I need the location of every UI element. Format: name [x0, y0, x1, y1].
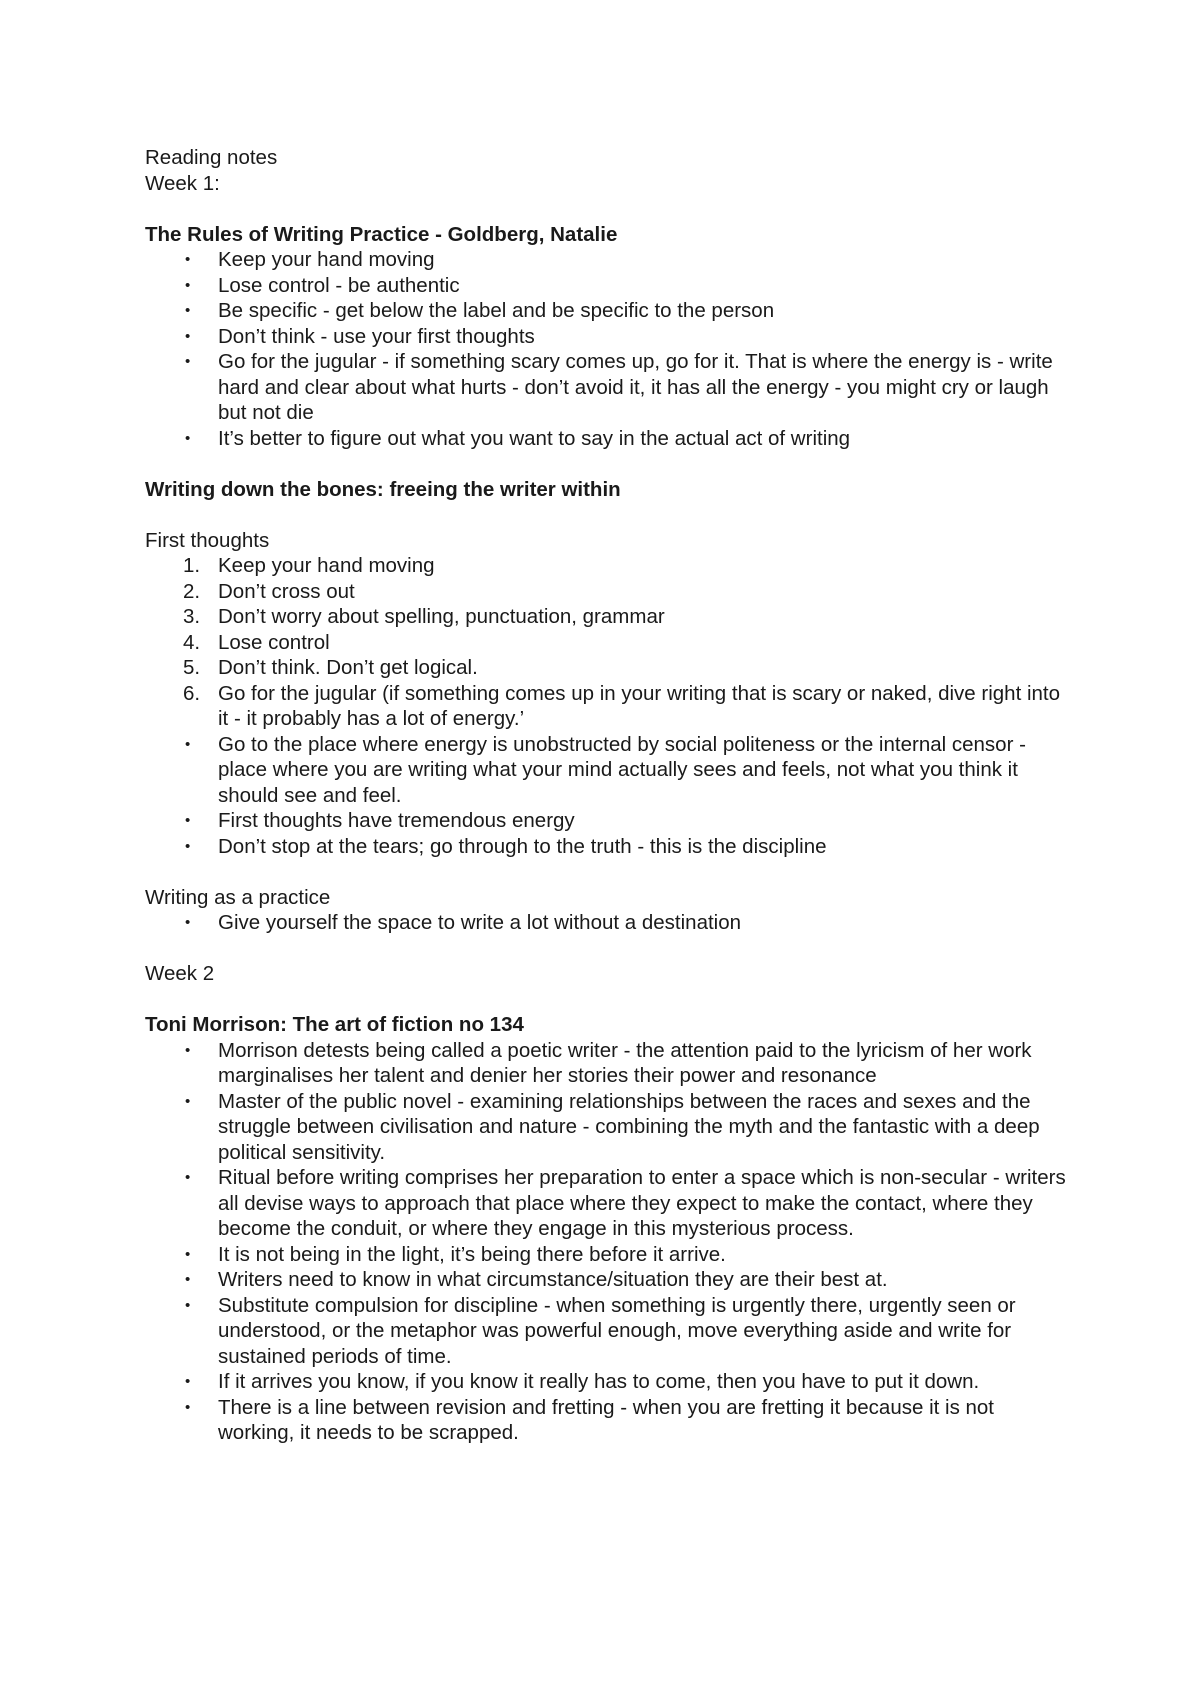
- week-1-label: Week 1:: [145, 171, 220, 195]
- bullet-icon: •: [185, 429, 191, 447]
- list-item-text: Don’t cross out: [218, 579, 355, 603]
- list-item: [145, 298, 1075, 324]
- list-item: [145, 681, 1075, 732]
- list-item-text: Go to the place where energy is unobstructed by social politeness or the internal censor - place where you are writing what your mind actually sees and feels, not what you think it should see and feel.: [218, 732, 1026, 807]
- bullet-icon: •: [185, 327, 191, 345]
- list-number: 4.: [183, 630, 201, 654]
- bullet-icon: •: [185, 251, 191, 268]
- week-2-label: Week 2: [145, 962, 215, 985]
- list-item: [145, 834, 1075, 860]
- list-item: [145, 349, 1075, 426]
- bullet-icon: •: [185, 276, 191, 294]
- list-item: [145, 1165, 1075, 1242]
- list-item: [145, 1369, 1075, 1395]
- bullet-icon: •: [185, 812, 191, 829]
- document-body: [145, 145, 1075, 1446]
- list-item: [145, 1038, 1075, 1089]
- bullet-icon: •: [185, 1271, 191, 1288]
- list-number: 6.: [183, 681, 201, 705]
- subheading-first-thoughts: First thoughts: [145, 528, 270, 552]
- list-item: [145, 579, 1075, 605]
- list-item: [145, 1089, 1075, 1166]
- bullet-icon: •: [185, 1169, 191, 1186]
- rules-bullet-list: [145, 247, 1075, 451]
- spacer: [145, 502, 1075, 528]
- list-item: [145, 910, 1075, 936]
- list-item-text: Writers need to know in what circumstance/situation they are their best at.: [218, 1268, 888, 1291]
- list-item-text: First thoughts have tremendous energy: [218, 809, 575, 832]
- spacer: [145, 936, 1075, 962]
- bullet-icon: •: [185, 735, 191, 753]
- list-item: [145, 808, 1075, 834]
- list-item-text: Don’t worry about spelling, punctuation, grammar: [218, 605, 665, 628]
- list-item-text: Lose control - be authentic: [218, 273, 460, 297]
- bullet-icon: •: [185, 1398, 191, 1416]
- bullet-icon: •: [185, 837, 191, 855]
- list-item-text: Don’t stop at the tears; go through to the truth - this is the discipline: [218, 834, 827, 858]
- subheading-writing-practice: Writing as a practice: [145, 885, 331, 909]
- list-number: 3.: [183, 605, 201, 628]
- list-item: [145, 655, 1075, 681]
- list-item: [145, 630, 1075, 656]
- bullet-icon: •: [185, 1092, 191, 1110]
- list-item: [145, 426, 1075, 452]
- spacer: [145, 987, 1075, 1013]
- first-thoughts-bullet-list: [145, 732, 1075, 860]
- list-item: [145, 247, 1075, 273]
- list-number: 2.: [183, 579, 201, 603]
- spacer: [145, 859, 1075, 885]
- list-item-text: It’s better to figure out what you want to say in the actual act of writing: [218, 426, 851, 450]
- list-item: [145, 732, 1075, 809]
- section-heading-morrison: Toni Morrison: The art of fiction no 134: [145, 1013, 524, 1036]
- list-item-text: Give yourself the space to write a lot without a destination: [218, 911, 742, 934]
- list-number: 5.: [183, 656, 201, 679]
- list-item-text: There is a line between revision and fretting - when you are fretting it because it is not working, it needs to be scrapped.: [218, 1395, 995, 1444]
- bullet-icon: •: [185, 914, 191, 931]
- spacer: [145, 451, 1075, 477]
- list-item-text: Don’t think - use your first thoughts: [218, 324, 535, 348]
- list-item-text: Ritual before writing comprises her preparation to enter a space which is non-secular - writers all devise ways to approach that place where they expect to make the contact, where they become the conduit, or where they engage in this mysterious process.: [218, 1166, 1066, 1240]
- list-item: [145, 273, 1075, 299]
- list-item-text: Go for the jugular (if something comes up in your writing that is scary or naked, dive right into it - it probably has a lot of energy.’: [218, 681, 1061, 730]
- bullet-icon: •: [185, 353, 191, 370]
- writing-practice-bullet-list: [145, 910, 1075, 936]
- list-item: [145, 1395, 1075, 1446]
- list-item-text: If it arrives you know, if you know it really has to come, then you have to put it down.: [218, 1370, 980, 1393]
- list-item-text: Keep your hand moving: [218, 248, 435, 271]
- list-item-text: Keep your hand moving: [218, 554, 435, 577]
- list-item-text: It is not being in the light, it’s being there before it arrive.: [218, 1242, 726, 1266]
- list-item-text: Go for the jugular - if something scary comes up, go for it. That is where the energy is - write hard and clear about what hurts - don’t avoid it, it has all the energy - you might cry or laugh but not die: [218, 350, 1053, 424]
- list-item-text: Lose control: [218, 630, 330, 654]
- list-item-text: Don’t think. Don’t get logical.: [218, 656, 478, 679]
- list-item-text: Substitute compulsion for discipline - when something is urgently there, urgently seen or understood, or the metaphor was powerful enough, move everything aside and write for sustained periods of time.: [218, 1293, 1016, 1368]
- section-heading-bones: Writing down the bones: freeing the writer within: [145, 477, 621, 501]
- bullet-icon: •: [185, 1296, 191, 1314]
- morrison-bullet-list: [145, 1038, 1075, 1446]
- list-number: 1.: [183, 554, 201, 577]
- bullet-icon: •: [185, 1041, 191, 1059]
- list-item-text: Morrison detests being called a poetic writer - the attention paid to the lyricism of her work marginalises her talent and denier her stories their power and resonance: [218, 1038, 1032, 1087]
- list-item: [145, 1267, 1075, 1293]
- list-item-text: Master of the public novel - examining relationships between the races and sexes and the struggle between civilisation and nature - combining the myth and the fantastic with a deep political sensitivity.: [218, 1089, 1040, 1164]
- list-item: [145, 1293, 1075, 1370]
- list-item: [145, 553, 1075, 579]
- section-heading-rules: The Rules of Writing Practice - Goldberg, Natalie: [145, 222, 618, 246]
- bullet-icon: •: [185, 1245, 191, 1263]
- bullet-icon: •: [185, 302, 191, 319]
- document-title: Reading notes: [145, 146, 278, 169]
- list-item: [145, 604, 1075, 630]
- list-item: [145, 1242, 1075, 1268]
- list-item-text: Be specific - get below the label and be specific to the person: [218, 299, 775, 322]
- bullet-icon: •: [185, 1373, 191, 1390]
- first-thoughts-numbered-list: [145, 553, 1075, 732]
- list-item: [145, 324, 1075, 350]
- spacer: [145, 196, 1075, 222]
